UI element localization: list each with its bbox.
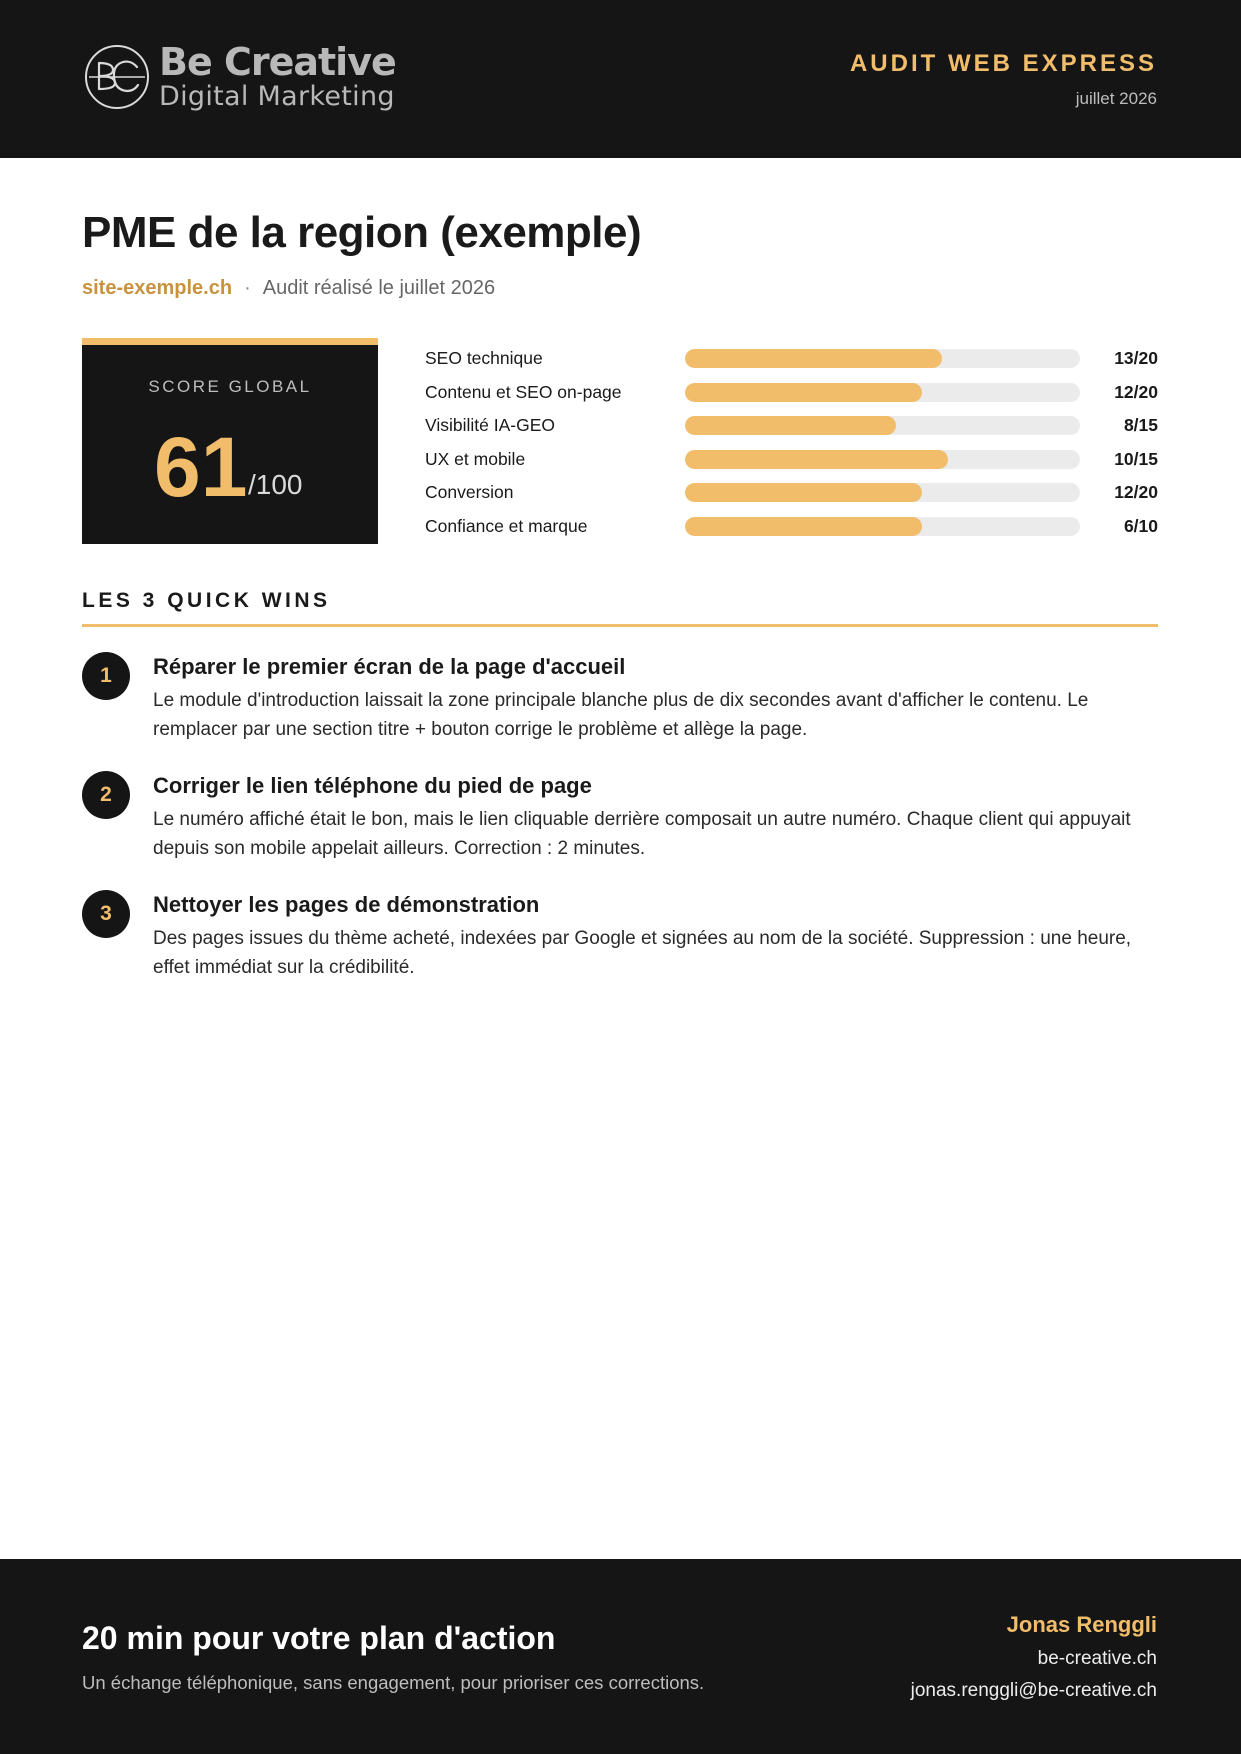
category-bar-fill: [685, 450, 948, 469]
page-footer: [0, 1559, 1241, 1754]
separator-dot: ·: [244, 277, 251, 299]
category-score: 13/20: [1114, 348, 1158, 368]
page-header: [0, 0, 1241, 158]
category-bar-track: [685, 517, 1080, 536]
quick-win-number: 2: [82, 771, 130, 819]
category-row: [425, 479, 1158, 513]
report-date: juillet 2026: [1075, 89, 1157, 108]
quick-wins-heading: LES 3 QUICK WINS: [82, 589, 331, 612]
audit-date-text: Audit réalisé le juillet 2026: [262, 277, 496, 299]
category-label: UX et mobile: [425, 448, 526, 469]
category-label: Confiance et marque: [425, 515, 588, 536]
category-row: [425, 379, 1158, 413]
category-bar-fill: [685, 517, 922, 536]
cta-subtitle: Un échange téléphonique, sans engagement, pour prioriser ces corrections.: [82, 1672, 705, 1693]
category-label: SEO technique: [425, 348, 543, 368]
quick-win-number: 3: [82, 890, 130, 938]
category-label: Contenu et SEO on-page: [425, 381, 622, 402]
category-score: 12/20: [1114, 482, 1158, 503]
category-bar-track: [685, 383, 1080, 402]
category-score: 12/20: [1114, 381, 1158, 402]
global-score-card: [82, 338, 378, 544]
cta-title: 20 min pour votre plan d'action: [82, 1620, 556, 1656]
category-label: Visibilité IA-GEO: [425, 415, 555, 436]
category-row: [425, 513, 1158, 547]
category-bar-fill: [685, 349, 942, 368]
category-row: [425, 412, 1158, 446]
quick-win-title: Réparer le premier écran de la page d'accueil: [153, 654, 626, 679]
quick-win-number: 1: [82, 652, 130, 700]
quick-win-title: Corriger le lien téléphone du pied de page: [153, 773, 592, 798]
category-score: 8/15: [1123, 415, 1158, 436]
quick-wins-divider: [82, 624, 1158, 627]
score-max: /100: [248, 469, 303, 500]
brand-name: Be Creative: [159, 40, 396, 84]
category-bar-track: [685, 416, 1080, 435]
contact-name: Jonas Renggli: [1006, 1612, 1157, 1637]
category-row: [425, 446, 1158, 480]
quick-win-title: Nettoyer les pages de démonstration: [153, 892, 540, 917]
score-label: SCORE GLOBAL: [148, 377, 312, 396]
category-bar-fill: [685, 483, 922, 502]
category-bar-track: [685, 483, 1080, 502]
client-name: PME de la region (exemple): [82, 208, 642, 257]
report-title: AUDIT WEB EXPRESS: [849, 50, 1157, 77]
quick-win-body: Le numéro affiché était le bon, mais le lien cliquable derrière composait un autre numéro. Chaque client qui appuyait depuis son mobile appelait ailleurs. Correction : 2 minutes.: [153, 809, 1131, 859]
contact-website-link[interactable]: be-creative.ch: [1037, 1648, 1157, 1669]
category-score: 10/15: [1114, 448, 1158, 469]
category-bar-fill: [685, 383, 922, 402]
client-site-link[interactable]: site-exemple.ch: [82, 277, 233, 299]
quick-win-body: Le module d'introduction laissait la zone principale blanche plus de dix secondes avant d'afficher le contenu. Le remplacer par une section titre + bouton corrige le problème et allège la page.: [153, 690, 1089, 740]
brand-tagline: Digital Marketing: [159, 81, 395, 112]
category-scores: [425, 345, 1158, 547]
quick-win-body: Des pages issues du thème acheté, indexées par Google et signées au nom de la société. Suppression : une heure, effet immédiat sur la crédibilité.: [153, 928, 1132, 978]
client-subline: [82, 277, 495, 300]
category-bar-fill: [685, 416, 896, 435]
category-label: Conversion: [425, 482, 514, 503]
category-bar-track: [685, 349, 1080, 368]
category-bar-track: [685, 450, 1080, 469]
category-row: [425, 345, 1158, 379]
brand-logo[interactable]: [83, 42, 396, 112]
contact-email-link[interactable]: jonas.renggli@be-creative.ch: [910, 1680, 1157, 1701]
category-score: 6/10: [1123, 515, 1158, 536]
bc-monogram-icon: [83, 43, 151, 111]
score-value: 61: [154, 420, 248, 514]
